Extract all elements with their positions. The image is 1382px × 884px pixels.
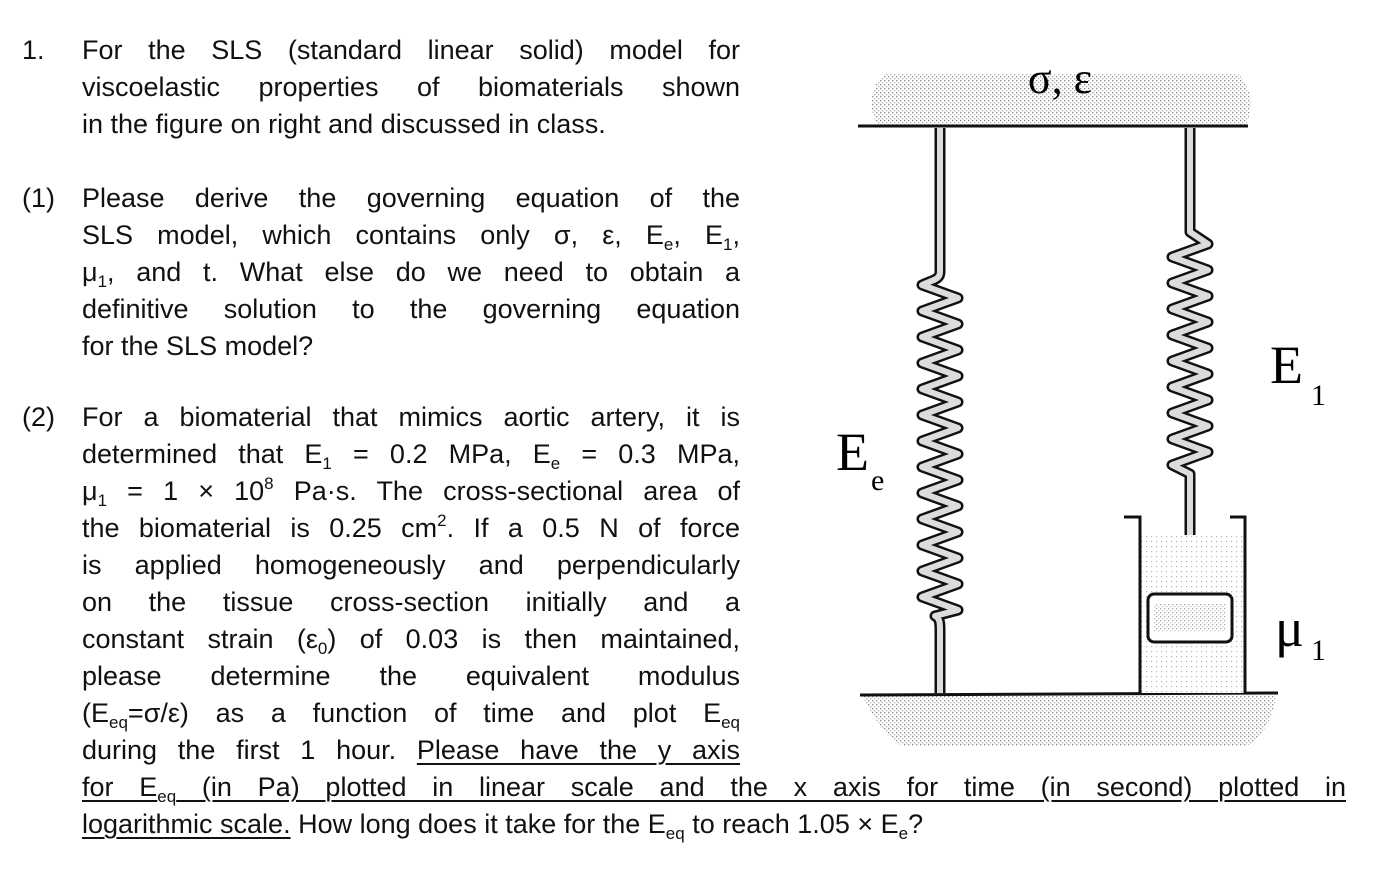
question-number: 1. xyxy=(22,35,45,65)
part2-line-5: is applied homogeneously and perpendicularly xyxy=(82,550,740,580)
label-Ee-sub: e xyxy=(871,464,885,497)
part2-line-12: logarithmic scale. How long does it take for the $E_{eq}$ to reach $1.05 \times E_e$? xyxy=(82,809,924,843)
bottom-plate xyxy=(862,695,1276,746)
intro-line-2: viscoelastic properties of biomaterials shown xyxy=(82,72,740,102)
part1-line-5: for the SLS model? xyxy=(82,331,314,361)
label-sigma-epsilon: σ, ε xyxy=(1027,54,1093,103)
spring-Ee xyxy=(922,128,958,693)
part2-line-6: on the tissue cross-section initially and a xyxy=(82,587,740,617)
spring-E1 xyxy=(1172,128,1208,596)
label-E1-sub: 1 xyxy=(1311,379,1326,412)
part2-line-9: $(E_{eq}=\sigma/\varepsilon)$ as a function of time and plot $E_{eq}$ xyxy=(82,698,740,732)
label-Ee: E xyxy=(836,422,869,482)
part2-line-3: $\mu_1 = 1 \times 10^8$ Pa·s. The cross-sectional area of xyxy=(82,474,740,510)
part1-line-1: Please derive the governing equation of the xyxy=(82,183,740,213)
part2-line-2: determined that $E_1 = 0.2$ MPa, $E_e = 0.3$ MPa, xyxy=(82,439,740,473)
part2-line-1: For a biomaterial that mimics aortic artery, it is xyxy=(82,402,740,432)
label-mu1: μ xyxy=(1275,598,1304,658)
underlined-instruction-start: Please have the y axis xyxy=(416,735,740,765)
part2-line-10: during the first 1 hour. Please have the y axis xyxy=(82,735,740,765)
label-E1: E xyxy=(1270,335,1303,395)
underlined-instruction-end: logarithmic scale. xyxy=(82,809,291,839)
part1-line-2: SLS model, which contains only σ, ε, $E_e$, $E_1$, xyxy=(82,220,741,254)
part2-line-4: the biomaterial is 0.25 $cm^2$. If a 0.5 N of force xyxy=(82,511,740,543)
dashpot-mu1 xyxy=(1124,517,1245,693)
intro-line-1: For the SLS (standard linear solid) model for xyxy=(82,35,740,65)
part2-line-7: constant strain $(\varepsilon_0)$ of 0.03 is then maintained, xyxy=(82,624,741,658)
part1-number: (1) xyxy=(22,183,55,213)
part2-number: (2) xyxy=(22,402,55,432)
label-mu1-sub: 1 xyxy=(1311,634,1326,667)
part1-line-3: $\mu_1$, and t. What else do we need to obtain a xyxy=(82,257,740,291)
bottom-plate-edge xyxy=(860,693,1278,695)
intro-line-3: in the figure on right and discussed in class. xyxy=(82,109,606,139)
part2-line-8: please determine the equivalent modulus xyxy=(82,661,740,691)
part1-line-4: definitive solution to the governing equation xyxy=(82,294,740,324)
underlined-instruction-middle: for $E_{eq}$ (in Pa) plotted in linear scale and the x axis for time (in second) plotted in xyxy=(82,772,1346,806)
